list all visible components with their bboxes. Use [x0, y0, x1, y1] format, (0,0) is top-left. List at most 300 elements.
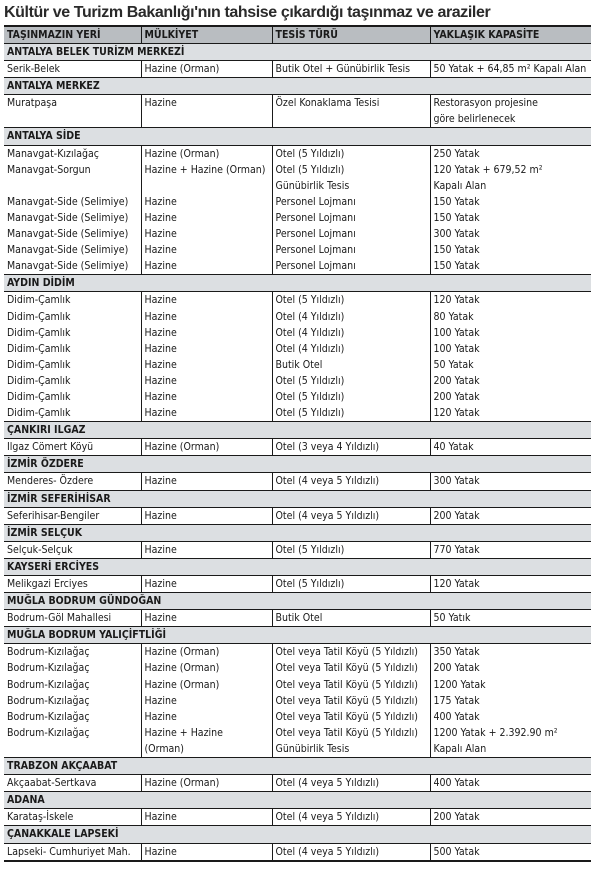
section-header-row	[4, 558, 591, 575]
section-title: MUĞLA BODRUM GÜNDOĞAN	[4, 593, 591, 610]
cell-capacity	[430, 341, 591, 357]
cell-line: Günübirlik Tesis	[275, 742, 350, 755]
cell-line: Ilgaz Cömert Köyü	[7, 441, 94, 454]
cell-line: 500 Yatak	[433, 845, 480, 858]
cell-line: Hazine (Orman)	[144, 646, 220, 659]
cell-facility-type	[272, 644, 430, 661]
cell-line: Otel (4 Yıldızlı)	[275, 342, 345, 355]
cell-location	[4, 258, 141, 275]
cell-line: Hazine	[144, 310, 177, 323]
cell-location	[4, 389, 141, 405]
cell-capacity	[430, 389, 591, 405]
cell-capacity	[430, 405, 591, 422]
cell-ownership	[141, 389, 272, 405]
cell-facility-type	[272, 226, 430, 242]
cell-line: Personel Lojmanı	[275, 228, 356, 241]
property-table	[4, 25, 591, 862]
cell-line: Otel veya Tatil Köyü (5 Yıldızlı)	[275, 726, 418, 739]
cell-location	[4, 145, 141, 162]
cell-line: Seferihisar-Bengiler	[7, 509, 100, 522]
cell-ownership	[141, 677, 272, 693]
cell-ownership	[141, 258, 272, 275]
cell-capacity	[430, 677, 591, 693]
cell-line: Butik Otel	[275, 358, 323, 371]
cell-facility-type	[272, 194, 430, 210]
cell-line: Hazine	[144, 244, 177, 257]
cell-line: 200 Yatak	[433, 811, 480, 824]
cell-ownership	[141, 843, 272, 861]
cell-line: Manavgat-Kızılağaç	[7, 147, 99, 160]
cell-capacity	[430, 357, 591, 373]
cell-capacity	[430, 242, 591, 258]
cell-location	[4, 95, 141, 128]
cell-line: 120 Yatak	[433, 407, 480, 420]
cell-line: 400 Yatak	[433, 777, 480, 790]
cell-line: Hazine	[144, 97, 177, 110]
cell-ownership	[141, 610, 272, 627]
cell-ownership	[141, 162, 272, 194]
section-title: İZMİR ÖZDERE	[4, 456, 591, 473]
cell-line: Bodrum-Kızılağaç	[7, 726, 90, 739]
cell-facility-type	[272, 725, 430, 758]
section-header-row	[4, 422, 591, 439]
section-title: ANTALYA SİDE	[4, 128, 591, 145]
cell-line: Hazine	[144, 211, 177, 224]
cell-line: Hazine (Orman)	[144, 63, 220, 76]
cell-facility-type	[272, 341, 430, 357]
cell-line: Butik Otel + Günübirlik Tesis	[275, 63, 411, 76]
cell-location	[4, 405, 141, 422]
cell-line: Personel Lojmanı	[275, 244, 356, 257]
header-facility-type: TESİS TÜRÜ	[272, 26, 430, 44]
cell-capacity	[430, 439, 591, 456]
section-title: ANTALYA MERKEZ	[4, 78, 591, 95]
cell-line: Manavgat-Side (Selimiye)	[7, 211, 129, 224]
table-row	[4, 677, 591, 693]
table-header	[4, 26, 591, 44]
cell-ownership	[141, 292, 272, 309]
cell-location	[4, 226, 141, 242]
table-row	[4, 507, 591, 524]
cell-line: Didim-Çamlık	[7, 390, 71, 403]
cell-line: Hazine (Orman)	[144, 147, 220, 160]
cell-line: Kapalı Alan	[433, 742, 487, 755]
cell-facility-type	[272, 373, 430, 389]
cell-line: Hazine	[144, 578, 177, 590]
cell-facility-type	[272, 61, 430, 78]
section-title: İZMİR SEFERİHİSAR	[4, 490, 591, 507]
cell-line: Hazine	[144, 509, 177, 522]
cell-ownership	[141, 507, 272, 524]
cell-ownership	[141, 693, 272, 709]
section-header-row	[4, 490, 591, 507]
cell-line: Melikgazi Erciyes	[7, 578, 88, 590]
table-row	[4, 357, 591, 373]
cell-line: 1200 Yatak	[433, 678, 486, 691]
cell-capacity	[430, 541, 591, 558]
cell-ownership	[141, 210, 272, 226]
section-title: ÇANKIRI ILGAZ	[4, 422, 591, 439]
table-row	[4, 725, 591, 758]
cell-line: 100 Yatak	[433, 326, 480, 339]
cell-line: Butik Otel	[275, 612, 323, 625]
cell-line: 350 Yatak	[433, 646, 480, 659]
cell-line: 175 Yatak	[433, 694, 480, 707]
cell-capacity	[430, 373, 591, 389]
cell-line: Restorasyon projesine	[433, 97, 538, 110]
cell-capacity	[430, 644, 591, 661]
cell-line: Otel (4 veya 5 Yıldızlı)	[275, 845, 380, 858]
cell-line: Otel (4 veya 5 Yıldızlı)	[275, 509, 380, 522]
header-ownership: MÜLKİYET	[141, 26, 272, 44]
cell-line: Didim-Çamlık	[7, 326, 71, 339]
table-row	[4, 309, 591, 325]
cell-facility-type	[272, 677, 430, 693]
document-page	[4, 0, 591, 862]
cell-line: Hazine	[144, 374, 177, 387]
cell-ownership	[141, 541, 272, 558]
cell-line: 200 Yatak	[433, 509, 480, 522]
cell-line: Otel (5 Yıldızlı)	[275, 578, 345, 590]
cell-line: 120 Yatak + 679,52 m²	[433, 163, 543, 176]
cell-ownership	[141, 405, 272, 422]
cell-ownership	[141, 644, 272, 661]
cell-line: Didim-Çamlık	[7, 374, 71, 387]
cell-line: Bodrum-Kızılağaç	[7, 646, 90, 659]
cell-facility-type	[272, 389, 430, 405]
cell-line: Personel Lojmanı	[275, 195, 356, 208]
cell-line: Otel (5 Yıldızlı)	[275, 407, 345, 420]
cell-line: Hazine	[144, 710, 177, 723]
cell-line: 50 Yatık	[433, 612, 471, 625]
cell-line: Akçaabat-Sertkava	[7, 777, 97, 790]
cell-capacity	[430, 210, 591, 226]
section-title: ANTALYA BELEK TURİZM MERKEZİ	[4, 44, 591, 61]
cell-line: Hazine	[144, 358, 177, 371]
cell-facility-type	[272, 309, 430, 325]
cell-facility-type	[272, 693, 430, 709]
cell-line: 120 Yatak	[433, 294, 480, 307]
cell-line: Serik-Belek	[7, 63, 61, 76]
section-title: KAYSERİ ERCİYES	[4, 558, 591, 575]
cell-line: göre belirlenecek	[433, 113, 516, 126]
cell-line: 300 Yatak	[433, 475, 480, 488]
table-row	[4, 610, 591, 627]
cell-location	[4, 843, 141, 861]
table-row	[4, 210, 591, 226]
cell-location	[4, 775, 141, 792]
cell-ownership	[141, 775, 272, 792]
cell-line: Menderes- Özdere	[7, 475, 94, 488]
cell-capacity	[430, 709, 591, 725]
section-header-row	[4, 456, 591, 473]
cell-location	[4, 242, 141, 258]
cell-line: Otel (4 veya 5 Yıldızlı)	[275, 777, 380, 790]
cell-line: Otel veya Tatil Köyü (5 Yıldızlı)	[275, 662, 418, 675]
table-row	[4, 292, 591, 309]
table-row	[4, 644, 591, 661]
table-row	[4, 162, 591, 194]
cell-line: 120 Yatak	[433, 578, 480, 590]
cell-line: Hazine	[144, 326, 177, 339]
cell-capacity	[430, 809, 591, 826]
cell-ownership	[141, 373, 272, 389]
table-row	[4, 576, 591, 593]
table-row	[4, 258, 591, 275]
cell-line: Hazine	[144, 195, 177, 208]
table-row	[4, 843, 591, 861]
cell-facility-type	[272, 541, 430, 558]
cell-facility-type	[272, 610, 430, 627]
cell-line: Bodrum-Kızılağaç	[7, 694, 90, 707]
document-title: Kültür ve Turizm Bakanlığı'nın tahsise çıkardığı taşınmaz ve araziler	[4, 4, 491, 21]
cell-capacity	[430, 325, 591, 341]
cell-line: 100 Yatak	[433, 342, 480, 355]
cell-location	[4, 373, 141, 389]
cell-capacity	[430, 61, 591, 78]
cell-line: Hazine	[144, 543, 177, 556]
cell-facility-type	[272, 405, 430, 422]
cell-line: Didim-Çamlık	[7, 342, 71, 355]
cell-line: Otel (4 veya 5 Yıldızlı)	[275, 811, 380, 824]
cell-line: 80 Yatak	[433, 310, 474, 323]
cell-line: Muratpaşa	[7, 97, 58, 110]
cell-line: Hazine	[144, 407, 177, 420]
cell-line: 50 Yatak	[433, 358, 474, 371]
section-header-row	[4, 826, 591, 843]
cell-line: Otel (5 Yıldızlı)	[275, 163, 345, 176]
cell-line: 50 Yatak + 64,85 m² Kapalı Alan	[433, 63, 587, 76]
cell-line: Otel (5 Yıldızlı)	[275, 390, 345, 403]
cell-facility-type	[272, 357, 430, 373]
cell-capacity	[430, 660, 591, 676]
section-header-row	[4, 593, 591, 610]
section-header-row	[4, 792, 591, 809]
table-row	[4, 775, 591, 792]
cell-ownership	[141, 341, 272, 357]
section-title: ADANA	[4, 792, 591, 809]
cell-ownership	[141, 660, 272, 676]
cell-location	[4, 357, 141, 373]
cell-line: 200 Yatak	[433, 374, 480, 387]
cell-line: Hazine + Hazine (Orman)	[144, 163, 266, 176]
table-row	[4, 809, 591, 826]
cell-line: Bodrum-Kızılağaç	[7, 678, 90, 691]
cell-line: Manavgat-Sorgun	[7, 163, 91, 176]
cell-line: 250 Yatak	[433, 147, 480, 160]
cell-line: Didim-Çamlık	[7, 407, 71, 420]
cell-ownership	[141, 439, 272, 456]
cell-ownership	[141, 709, 272, 725]
cell-line: Özel Konaklama Tesisi	[275, 97, 380, 110]
cell-line: Bodrum-Kızılağaç	[7, 662, 90, 675]
cell-facility-type	[272, 576, 430, 593]
section-header-row	[4, 758, 591, 775]
cell-location	[4, 693, 141, 709]
section-title: ÇANAKKALE LAPSEKİ	[4, 826, 591, 843]
section-header-row	[4, 128, 591, 145]
cell-facility-type	[272, 242, 430, 258]
cell-line: Otel (5 Yıldızlı)	[275, 543, 345, 556]
section-title: İZMİR SELÇUK	[4, 524, 591, 541]
cell-location	[4, 660, 141, 676]
cell-location	[4, 473, 141, 490]
cell-capacity	[430, 226, 591, 242]
cell-line: Otel (5 Yıldızlı)	[275, 374, 345, 387]
cell-ownership	[141, 226, 272, 242]
cell-facility-type	[272, 162, 430, 194]
cell-line: Selçuk-Selçuk	[7, 543, 73, 556]
cell-ownership	[141, 194, 272, 210]
header-row	[4, 26, 591, 44]
table-row	[4, 389, 591, 405]
cell-line: Hazine	[144, 260, 177, 273]
cell-ownership	[141, 95, 272, 128]
cell-line: Hazine (Orman)	[144, 777, 220, 790]
cell-line: Hazine	[144, 694, 177, 707]
section-header-row	[4, 627, 591, 644]
table-row	[4, 242, 591, 258]
cell-capacity	[430, 95, 591, 128]
table-row	[4, 660, 591, 676]
cell-facility-type	[272, 439, 430, 456]
cell-line: Hazine	[144, 475, 177, 488]
table-row	[4, 61, 591, 78]
cell-line: Hazine + Hazine	[144, 726, 223, 739]
cell-line: 200 Yatak	[433, 390, 480, 403]
cell-line: Otel veya Tatil Köyü (5 Yıldızlı)	[275, 646, 418, 659]
cell-ownership	[141, 325, 272, 341]
cell-line: 150 Yatak	[433, 211, 480, 224]
cell-capacity	[430, 309, 591, 325]
cell-line: 770 Yatak	[433, 543, 480, 556]
cell-capacity	[430, 145, 591, 162]
cell-line: 200 Yatak	[433, 662, 480, 675]
cell-line: Hazine	[144, 390, 177, 403]
cell-line: 150 Yatak	[433, 195, 480, 208]
section-header-row	[4, 78, 591, 95]
cell-line: Hazine	[144, 228, 177, 241]
cell-ownership	[141, 242, 272, 258]
cell-location	[4, 309, 141, 325]
table-row	[4, 541, 591, 558]
cell-line: Manavgat-Side (Selimiye)	[7, 228, 129, 241]
section-title: AYDIN DİDİM	[4, 275, 591, 292]
cell-ownership	[141, 725, 272, 758]
cell-line: 300 Yatak	[433, 228, 480, 241]
cell-ownership	[141, 61, 272, 78]
cell-line: Bodrum-Göl Mahallesi	[7, 612, 112, 625]
cell-line: Karataş-İskele	[7, 811, 74, 824]
cell-facility-type	[272, 809, 430, 826]
cell-line: Bodrum-Kızılağaç	[7, 710, 90, 723]
cell-line: Otel (4 Yıldızlı)	[275, 326, 345, 339]
header-location: TAŞINMAZIN YERİ	[4, 26, 141, 44]
cell-line: Lapseki- Cumhuriyet Mah.	[7, 845, 131, 858]
cell-facility-type	[272, 843, 430, 861]
cell-location	[4, 709, 141, 725]
cell-line: 400 Yatak	[433, 710, 480, 723]
cell-line: Hazine	[144, 845, 177, 858]
cell-location	[4, 325, 141, 341]
section-header-row	[4, 275, 591, 292]
table-row	[4, 439, 591, 456]
table-row	[4, 194, 591, 210]
cell-facility-type	[272, 258, 430, 275]
table-row	[4, 473, 591, 490]
cell-location	[4, 610, 141, 627]
cell-ownership	[141, 145, 272, 162]
cell-location	[4, 439, 141, 456]
cell-line: Didim-Çamlık	[7, 294, 71, 307]
table-row	[4, 226, 591, 242]
cell-facility-type	[272, 210, 430, 226]
cell-line: Didim-Çamlık	[7, 358, 71, 371]
section-title: MUĞLA BODRUM YALIÇİFTLİĞİ	[4, 627, 591, 644]
cell-line: Hazine	[144, 342, 177, 355]
cell-line: Hazine	[144, 294, 177, 307]
cell-line: Otel veya Tatil Köyü (5 Yıldızlı)	[275, 694, 418, 707]
cell-line: Manavgat-Side (Selimiye)	[7, 195, 129, 208]
cell-capacity	[430, 576, 591, 593]
cell-line: Personel Lojmanı	[275, 260, 356, 273]
cell-facility-type	[272, 325, 430, 341]
cell-location	[4, 162, 141, 194]
section-header-row	[4, 524, 591, 541]
cell-line: Manavgat-Side (Selimiye)	[7, 260, 129, 273]
table-row	[4, 325, 591, 341]
cell-line: Didim-Çamlık	[7, 310, 71, 323]
cell-location	[4, 507, 141, 524]
cell-location	[4, 341, 141, 357]
table-row	[4, 341, 591, 357]
cell-location	[4, 292, 141, 309]
cell-location	[4, 210, 141, 226]
cell-line: Günübirlik Tesis	[275, 179, 350, 192]
section-title: TRABZON AKÇAABAT	[4, 758, 591, 775]
cell-line: Otel (4 veya 5 Yıldızlı)	[275, 475, 380, 488]
cell-ownership	[141, 357, 272, 373]
cell-location	[4, 576, 141, 593]
cell-line: (Orman)	[144, 742, 184, 755]
cell-capacity	[430, 693, 591, 709]
cell-facility-type	[272, 95, 430, 128]
table-row	[4, 405, 591, 422]
cell-line: Otel veya Tatil Köyü (5 Yıldızlı)	[275, 710, 418, 723]
cell-capacity	[430, 292, 591, 309]
cell-facility-type	[272, 507, 430, 524]
cell-ownership	[141, 473, 272, 490]
cell-line: Hazine (Orman)	[144, 678, 220, 691]
cell-line: Hazine (Orman)	[144, 441, 220, 454]
cell-line: 1200 Yatak + 2.392.90 m²	[433, 726, 558, 739]
cell-line: Otel veya Tatil Köyü (5 Yıldızlı)	[275, 678, 418, 691]
cell-location	[4, 725, 141, 758]
table-row	[4, 95, 591, 128]
cell-facility-type	[272, 660, 430, 676]
cell-capacity	[430, 507, 591, 524]
cell-line: Otel (3 veya 4 Yıldızlı)	[275, 441, 380, 454]
cell-ownership	[141, 576, 272, 593]
cell-capacity	[430, 843, 591, 861]
cell-line: Hazine	[144, 811, 177, 824]
cell-line: 150 Yatak	[433, 244, 480, 257]
cell-location	[4, 644, 141, 661]
cell-line: Manavgat-Side (Selimiye)	[7, 244, 129, 257]
cell-capacity	[430, 775, 591, 792]
cell-line: Hazine	[144, 612, 177, 625]
cell-location	[4, 541, 141, 558]
